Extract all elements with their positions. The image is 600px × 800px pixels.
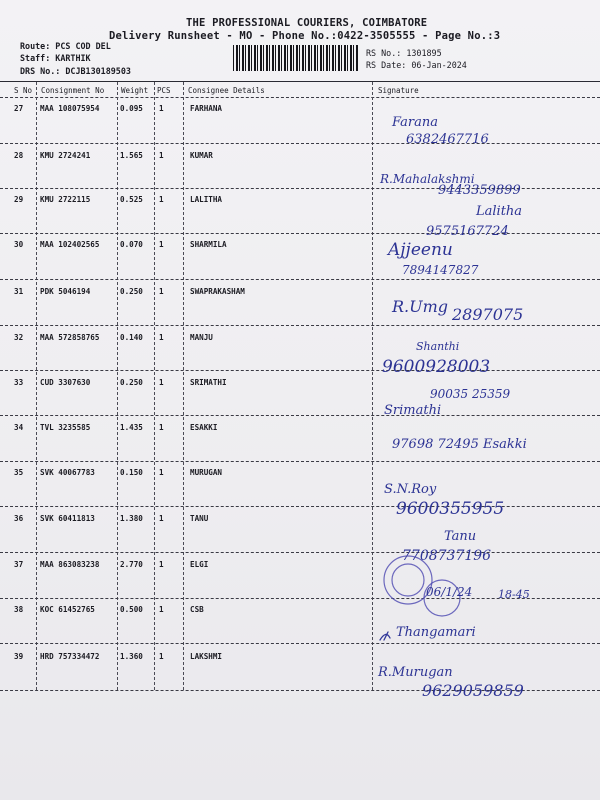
col-consignee: Consignee Details xyxy=(188,86,265,95)
row-weight: 0.140 xyxy=(120,333,143,342)
handwritten-name: S.N.Roy xyxy=(384,482,437,497)
handwritten-phone: 9443359899 xyxy=(438,183,521,198)
row-consignment: KMU 2724241 xyxy=(40,151,91,160)
row-weight: 1.565 xyxy=(120,151,143,160)
handwritten-phone: 90035 25359 xyxy=(430,387,511,401)
handwritten-name: Lalitha xyxy=(476,204,523,219)
row-consignee: FARHANA xyxy=(190,104,223,113)
row-consignment: MAA 102402565 xyxy=(40,240,100,249)
handwritten-name: Ajjeenu xyxy=(388,240,453,260)
row-consignment: KOC 61452765 xyxy=(40,605,95,614)
signature-column xyxy=(372,0,600,800)
row-consignment: PDK 5046194 xyxy=(40,287,91,296)
row-consignee: CSB xyxy=(190,605,204,614)
row-consignee: MANJU xyxy=(190,333,213,342)
col-signature: Signature xyxy=(378,86,419,95)
row-sno: 39 xyxy=(14,652,24,661)
handwritten-phone-name: 97698 72495 Esakki xyxy=(392,437,527,452)
handwritten-name: Srimathi xyxy=(384,403,442,418)
row-weight: 0.070 xyxy=(120,240,143,249)
handwritten-phone: 7894147827 xyxy=(402,263,479,277)
row-consignment: SVK 60411813 xyxy=(40,514,95,523)
runsheet-subtitle: Delivery Runsheet - MO - Phone No.:0422-3505555 - Page No.:3 xyxy=(109,30,501,42)
row-pcs: 1 xyxy=(159,652,164,661)
staff-label: Staff: KARTHIK xyxy=(20,53,91,63)
handwritten-name: Tanu xyxy=(444,529,477,544)
handwritten-name: R.Umg xyxy=(392,297,449,316)
row-weight: 0.250 xyxy=(120,378,143,387)
row-consignment: MAA 863083238 xyxy=(40,560,100,569)
row-sno: 31 xyxy=(14,287,24,296)
row-pcs: 1 xyxy=(159,423,164,432)
row-consignment: MAA 572858765 xyxy=(40,333,100,342)
row-weight: 0.525 xyxy=(120,195,143,204)
handwritten-date: 06/1/24 xyxy=(426,585,473,599)
handwritten-phone: 9629059859 xyxy=(422,681,524,700)
col-sno: S No xyxy=(14,86,33,95)
row-pcs: 1 xyxy=(159,333,164,342)
row-pcs: 1 xyxy=(159,287,164,296)
row-sno: 30 xyxy=(14,240,24,249)
row-weight: 1.435 xyxy=(120,423,143,432)
row-consignee: SHARMILA xyxy=(190,240,227,249)
row-weight: 0.500 xyxy=(120,605,143,614)
row-consignment: TVL 3235585 xyxy=(40,423,91,432)
handwritten-name: R.Murugan xyxy=(378,665,453,680)
row-consignment: CUD 3307630 xyxy=(40,378,91,387)
row-pcs: 1 xyxy=(159,560,164,569)
col-weight: Weight xyxy=(121,86,149,95)
row-weight: 1.360 xyxy=(120,652,143,661)
rs-date: RS Date: 06-Jan-2024 xyxy=(366,60,467,70)
row-consignee: SRIMATHI xyxy=(190,378,227,387)
signature-stroke xyxy=(380,632,390,640)
handwritten-phone: 2897075 xyxy=(452,305,524,324)
handwritten-name: Shanthi xyxy=(416,340,460,353)
row-pcs: 1 xyxy=(159,468,164,477)
handwritten-name: Farana xyxy=(392,115,438,130)
row-sno: 29 xyxy=(14,195,24,204)
row-sno: 33 xyxy=(14,378,24,387)
route-label: Route: PCS COD DEL xyxy=(20,41,111,51)
handwritten-phone: 9600928003 xyxy=(382,357,491,377)
row-consignment: SVK 40067783 xyxy=(40,468,95,477)
handwritten-phone: 9600355955 xyxy=(396,499,505,519)
row-weight: 2.770 xyxy=(120,560,143,569)
handwritten-name: Thangamari xyxy=(396,625,476,640)
row-sno: 37 xyxy=(14,560,24,569)
barcode xyxy=(233,45,359,71)
col-consignment: Consignment No xyxy=(41,86,105,95)
row-sno: 28 xyxy=(14,151,24,160)
row-pcs: 1 xyxy=(159,240,164,249)
row-sno: 27 xyxy=(14,104,24,113)
row-consignee: ESAKKI xyxy=(190,423,218,432)
handwritten-name: R.Mahalakshmi xyxy=(380,172,475,186)
row-sno: 38 xyxy=(14,605,24,614)
row-consignment: MAA 108075954 xyxy=(40,104,100,113)
handwritten-phone: 7708737196 xyxy=(402,548,492,564)
handwritten-phone: 6382467716 xyxy=(406,132,489,147)
row-sno: 32 xyxy=(14,333,24,342)
row-pcs: 1 xyxy=(159,605,164,614)
row-consignee: KUMAR xyxy=(190,151,213,160)
rs-number: RS No.: 1301895 xyxy=(366,48,442,58)
col-pcs: PCS xyxy=(157,86,171,95)
row-consignee: LALITHA xyxy=(190,195,223,204)
row-consignee: ELGI xyxy=(190,560,209,569)
row-weight: 1.380 xyxy=(120,514,143,523)
row-consignee: SWAPRAKASHAM xyxy=(190,287,245,296)
row-pcs: 1 xyxy=(159,378,164,387)
row-sno: 35 xyxy=(14,468,24,477)
row-weight: 0.095 xyxy=(120,104,143,113)
row-sno: 34 xyxy=(14,423,24,432)
row-consignment: HRD 757334472 xyxy=(40,652,100,661)
row-consignee: MURUGAN xyxy=(190,468,223,477)
row-weight: 0.150 xyxy=(120,468,143,477)
company-title: THE PROFESSIONAL COURIERS, COIMBATORE xyxy=(186,17,428,29)
handwritten-time: 18-45 xyxy=(498,588,530,601)
row-sno: 36 xyxy=(14,514,24,523)
row-pcs: 1 xyxy=(159,151,164,160)
row-consignment: KMU 2722115 xyxy=(40,195,91,204)
row-pcs: 1 xyxy=(159,195,164,204)
row-consignee: LAKSHMI xyxy=(190,652,223,661)
row-weight: 0.250 xyxy=(120,287,143,296)
row-pcs: 1 xyxy=(159,514,164,523)
handwritten-phone: 9575167724 xyxy=(426,224,509,239)
drs-number: DRS No.: DCJB130189503 xyxy=(20,66,131,76)
row-pcs: 1 xyxy=(159,104,164,113)
row-consignee: TANU xyxy=(190,514,209,523)
